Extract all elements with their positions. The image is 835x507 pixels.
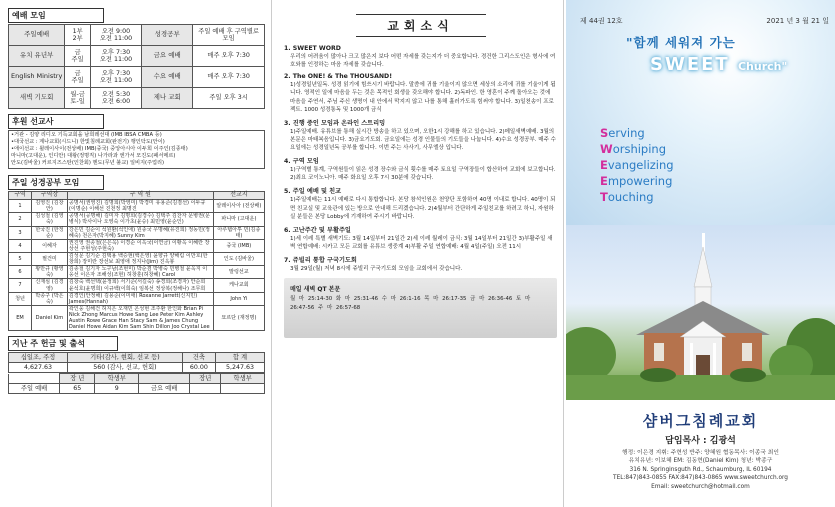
table-row: [9, 200, 265, 213]
news-item-heading: 7. 쥬빌리 통합 구국기도회: [284, 257, 357, 264]
pastor-line: 담임목사 : 김광석: [665, 436, 736, 446]
worship-time-2: 매주 오후 7:30: [193, 67, 265, 88]
session-1: 금: [74, 48, 81, 56]
acrostic-rest: mpowering: [607, 174, 673, 188]
news-item-heading: 3. 진행 중인 모임과 온라인 스트리밍: [284, 119, 386, 127]
news-item-heading: 6. 고난주간 및 부활주일: [284, 226, 351, 234]
staff-line-1: 행정: 이은경 지휘: 주현성 반주: 양혜원 협동목사: 이종국 최인: [622, 450, 779, 456]
worship-name-2: 수요 예배: [142, 67, 193, 88]
table-row: [9, 292, 265, 305]
acrostic-word: [600, 176, 672, 188]
offering-header: 건축: [182, 353, 215, 363]
news-title: 교회소식: [356, 14, 486, 37]
cell-mission: John Yi: [213, 292, 264, 305]
cell-leader: 김성철 (김영숙): [32, 213, 68, 226]
missionary-line: 안도(김바울) 커르지즈스탄(인찬회) 헨도(무년 불교) 일비지(주업리): [11, 160, 165, 167]
session-2: 토-일: [70, 98, 85, 105]
att-header-student: 학생부: [95, 374, 139, 384]
church-name: 샴버그침례교회: [642, 412, 759, 430]
qt-readings: 월 마 25:14-30 화 마 25:31-46 수 마 26:1-16 목 마 26:17-35 금 마 26:36-46 토 마 26:47-56 주 마 26:57-68: [290, 296, 531, 311]
time-1: 오전 5:30: [101, 90, 131, 98]
church-email[interactable]: Email: sweetchurch@hotmail.com: [651, 483, 750, 490]
cell-leader: Daniel Kim: [32, 305, 68, 330]
offering-value: 560 (감사, 선교, 헌회): [68, 363, 183, 373]
table-row: [9, 252, 265, 265]
news-column: [274, 0, 564, 507]
church-word: Church": [737, 60, 788, 73]
church-address: 316 N. Springinsguth Rd., Schaumburg, IL 60194: [629, 466, 772, 473]
missionaries-section-title: 후원 선교사: [8, 114, 104, 129]
att-value-student-2: [221, 384, 265, 394]
table-row: [9, 226, 265, 239]
worship-session: [65, 25, 91, 46]
att-label-sunday: 주일 예배: [9, 384, 60, 394]
cell-mission: 파니마 (고대운): [213, 213, 264, 226]
worship-time: [90, 46, 141, 67]
cell-mission: 묘르단 (재정명): [213, 305, 264, 330]
cell-members: 김성문 김기순 김택용 백승현(백은영) 윤향규 양해림 이만호(한창희) 장미란 장선보 최영애 정지나(Jim) 진옥봉: [67, 252, 213, 265]
worship-row: [9, 46, 265, 67]
offering-header: 기타(감사, 현회, 선교 등): [68, 353, 183, 363]
worship-name-2: 제나 교회: [142, 88, 193, 109]
acrostic-word: [600, 192, 654, 204]
cell-number: 4: [9, 239, 32, 252]
acrostic-letter: E: [600, 174, 608, 188]
news-item-body: 3월 29일(월) 저녁 8시에 쥬빌리 구국기도회 모임을 교회에서 갖습니다.: [290, 266, 463, 272]
staff-line-2: 유치유년: 이보혜 EM: 김동현(Daniel Kim) 청년: 박종구: [628, 458, 773, 465]
cell-mission: 중국 (IMB): [213, 239, 264, 252]
offering-header: 십일조, 주정: [9, 353, 68, 363]
offering-value: 5,247.63: [215, 363, 264, 373]
worship-section-title: 예배 모임: [8, 8, 104, 23]
news-item-body: 우리의 어려움이 많아나 크고 많은지 보다 어떤 자세를 갖는지가 더 중요합니다. 경건한 그리스도인은 형사에 여호와를 인정하는 마음 자세를 갖습니다.: [290, 54, 556, 69]
worship-name: 유치 유년부: [9, 46, 65, 67]
cell-number: 7: [9, 279, 32, 292]
cell-leader: 한국진 (한정순): [32, 226, 68, 239]
cover-column: [566, 0, 835, 507]
issue-date: 2021 년 3 월 21 일: [766, 17, 829, 25]
cell-mission: 말렁선교: [213, 266, 264, 279]
att-header-student-2: 학생부: [221, 374, 265, 384]
table-row: [9, 213, 265, 226]
news-item-heading: 1. SWEET WORD: [284, 45, 341, 52]
acrostic-word: [600, 128, 645, 140]
session-1: 1부: [72, 27, 83, 35]
cell-members: 김종철 김기자 노구남(조현미) 박순겸 박병숙 민병철 윤옥지 이옹선 이은자 조해성(조현) 허창훈(허창혜) Carol: [67, 266, 213, 279]
cell-members: 공명서(권영진) 김명희(박영미) 박경미 유용준(김겸선) 이두규(이명순) 이해선 진천정 최명진: [67, 200, 213, 213]
qt-box: [284, 278, 557, 338]
cell-number: 6: [9, 266, 32, 279]
table-row: [9, 266, 265, 279]
acrostic-letter: S: [600, 126, 609, 140]
church-photo: [566, 225, 835, 400]
acrostic-letter: W: [600, 142, 613, 156]
att-header-adult: 장 년: [60, 374, 95, 384]
cell-members: 공명서(공명해) 김미자 김명희(김경수) 김택주 김찬자 문병권(문병식) 박사이나 오영숙 이가초(윤승) 최민영(윤순인): [67, 213, 213, 226]
time-2: 오전 11:00: [99, 56, 133, 63]
cell-mission: 아루템아투 민(김종태): [213, 226, 264, 239]
worship-session: [65, 46, 91, 67]
acrostic-rest: ouching: [607, 190, 654, 204]
missionaries-list: [8, 130, 265, 169]
offering-table: [8, 352, 265, 373]
cell-number: EM: [9, 305, 32, 330]
cell-number: 5: [9, 252, 32, 265]
news-item-body: 1)주일예배는 11시 예배로 다시 통합합니다. 본당 참석인원은 천양단 포함하여 40명 이내로 합니다. 40명이 되면 친교실 및 교육관에 있는 방으로 안내해 드리겠습니다. 2)4월부터 간단하게 주일친교를 하려고 하니, 자원하실 분들은 본당 Lobby에 기재하여 주시기 바랍니다.: [290, 197, 556, 220]
time-1: 오전 9:00: [101, 27, 131, 35]
missionary-line: 마니마(고대운), 인디안) 대왕(정명직) 나가라과 엔가서 모진도(패서메르): [11, 153, 176, 160]
att-value-adult: 65: [60, 384, 95, 394]
session-1: 월-금: [70, 90, 85, 98]
time-2: 오전 11:00: [99, 35, 133, 42]
att-value-student: 9: [95, 384, 139, 394]
cell-leader: 이혜자: [32, 239, 68, 252]
news-item-body: 1)세 이레 특별 새벽기도: 3월 14일부터 21일간 2)세 이레 월레이 금식: 3월 14일부터 21일간 3)부활주일 새벽 연합예배: 시카고 모든 교회를 유튜브 생중계 4)부활 주일 연합예배: 4월 4일(주일) 오전 11시: [290, 235, 553, 250]
worship-row: [9, 25, 265, 46]
table-row: [9, 239, 265, 252]
church-contact[interactable]: TEL:847)843-0855 FAX:847)843-0865 www.sweetchurch.org: [613, 475, 788, 482]
cell-leader: 필건미: [32, 252, 68, 265]
worship-time: [90, 67, 141, 88]
news-item-heading: 2. The ONE! & The THOUSAND!: [284, 73, 393, 81]
worship-row: [9, 88, 265, 109]
att-label-friday: 금요 예배: [139, 384, 190, 394]
acrostic-rest: orshiping: [612, 142, 667, 156]
worship-table: [8, 24, 265, 109]
cell-members: 권진영 권종철(은은옥) 이경순 이옥국(이연금) 이황옥 이혜란 장상선 주현성(주현숙): [67, 239, 213, 252]
cell-leader: 신재심 (김경영): [32, 279, 68, 292]
church-building-illustration: [566, 225, 835, 400]
cell-leader: 박종구 (박은숙): [32, 292, 68, 305]
cell-number: 3: [9, 226, 32, 239]
acrostic-word: [600, 160, 674, 172]
cell-mission: 인도 (김바울): [213, 252, 264, 265]
worship-time-2: 주일 예배 후 구역별로 모임: [193, 25, 265, 46]
worship-name: 새벽 기도회: [9, 88, 65, 109]
slogan: "함께 세워져 가는: [626, 35, 736, 50]
offering-section-title: 지난 주 헌금 및 출석: [8, 336, 118, 351]
offering-value: 4,627.63: [9, 363, 68, 373]
missionary-line: •애이선교 : 윌레이사이(전상배) IMB(중국) 중앙아시아 이두희 이주인(김종태): [11, 146, 188, 153]
cell-number: 1: [9, 200, 32, 213]
att-value-adult-2: [190, 384, 221, 394]
left-column: [0, 0, 272, 507]
cell-number: 2: [9, 213, 32, 226]
offering-value: 60.00: [182, 363, 215, 373]
missionary-line: •거관 - 김양 리디오 기득교회을 남희레선대 (IMB IBSA CMBA 등): [11, 132, 162, 138]
worship-time: [90, 25, 141, 46]
worship-time-2: 매주 오후 7:30: [193, 46, 265, 67]
cell-mission: 알레이사아 (전상배): [213, 200, 264, 213]
acrostic-rest: vangelizing: [607, 158, 674, 172]
cell-members: 곽인웅 김해건 허지은 오재민 온성현 조주환 한인화 Brian Pi Nick Zhong Marcus Howe Sang Lee Peter Kim Ashley Austin Rowe Grace Han Stacy Sam & James Chung Daniel Howe Aidan Kim Sam Shin Dillon Joo Crystal Lee: [67, 305, 213, 330]
qt-title: 매일 새벽 QT 본문: [290, 286, 341, 294]
missionary-line: •대국선교 : 계나교회(시드니) 한빛침례교회(완전기) 행인닥도(안이): [11, 139, 165, 146]
cell-mission: 케나교회: [213, 279, 264, 292]
issue-number: 제 44권 12호: [580, 17, 623, 25]
church-footer: [566, 410, 835, 491]
time-2: 오전 6:00: [101, 98, 131, 105]
session-2: 주일: [71, 77, 84, 84]
table-row: [9, 279, 265, 292]
cell-header: 구 역 원: [67, 192, 213, 200]
sweet-word: SWEET: [650, 54, 730, 75]
worship-name-2: 금요 예배: [142, 46, 193, 67]
attendance-table: [8, 373, 265, 394]
cell-leader: 황만규 (황영숙): [32, 266, 68, 279]
worship-name: 주일예배: [9, 25, 65, 46]
time-1: 오후 7:30: [101, 69, 131, 77]
worship-name: English Ministry: [9, 67, 65, 88]
session-2: 주일: [71, 56, 84, 63]
cell-header: 선교지: [213, 192, 264, 200]
session-1: 금: [74, 69, 81, 77]
cell-header: 구역: [9, 192, 32, 200]
sweet-church-wordmark: [650, 54, 787, 75]
news-item-body: 1)성경일년일독. 성경 읽기에 힘쓰시기 바랍니다. 말씀에 귀를 기울이지 않으면 세상의 소리에 귀를 기울이게 됩니다. 영적인 일에 마음을 두는 것은 목적인 회생을 갖오해야 합니다. 2)독파인. 한 영혼이 주께 돌아오는 것에 마음을 주연서, 주님 주신 생명이 내 안에서 막지지 않고 나를 통해 흘러가도록 힘써야 합니다. 3)일천송이 프로젝트. 1000 성경통독 및 1000개 금식: [290, 82, 556, 113]
att-header-adult-2: 장년: [190, 374, 221, 384]
worship-name-2: 성경공부: [142, 25, 193, 46]
table-row: [9, 305, 265, 330]
cell-header: 구역장: [32, 192, 68, 200]
worship-session: [65, 88, 91, 109]
worship-time-2: 주일 오후 3시: [193, 88, 265, 109]
cell-members: 강은민 김순이 석원환(석인애) 원종국 우명혜(유진희) 정동민(정혜숙) 천은자(박지혜) Sunny Kim: [67, 226, 213, 239]
acrostic-letter: E: [600, 158, 608, 172]
acrostic-word: [600, 144, 666, 156]
cell-group-table: [8, 191, 265, 331]
worship-row: [9, 67, 265, 88]
time-1: 오후 7:30: [101, 48, 131, 56]
acrostic-rest: erving: [608, 126, 645, 140]
news-item-body: 1)주일예배. 유튜브를 통해 실시간 방송을 하고 있으며, 오한1시 강해를 하고 있습니다. 2)메일새벽예배. 3월의 본문은 마태복음입니다. 3)금요기도회. 금요일에는 성경 인물들의 기도들을 나눕니다. 4)수요 성경공부. 매주 수요일에는 성경일년독 공부를 합니다. 이번 주는 사사기, 사무엘상 입니다.: [290, 128, 556, 151]
cell-members: 김창숙 백선택(윤정희) 서기준(서길숙) 송경희(조경자) 안순희 윤석호(윤명희) 이규백(이희숙) 임복선 정상복(정해나) 조무희: [67, 279, 213, 292]
cells-section-title: 주일 성경공부 모임: [8, 175, 104, 190]
session-2: 2부: [72, 35, 83, 42]
news-item-heading: 5. 주일 예배 및 친교: [284, 188, 342, 196]
issue-line: [580, 16, 829, 26]
cell-number: 청년: [9, 292, 32, 305]
worship-session: [65, 67, 91, 88]
acrostic-letter: T: [600, 190, 608, 204]
worship-time: [90, 88, 141, 109]
offering-header: 합 계: [215, 353, 264, 363]
cell-members: 김경인(안정해) 김용준(이미애) Roxanne Jarrett(신지민) James(Hannah): [67, 292, 213, 305]
news-list: [284, 45, 557, 273]
time-2: 오전 11:00: [99, 77, 133, 84]
cell-leader: 김영진 (김창안): [32, 200, 68, 213]
news-item-body: 1)구역별 통계, 구역원들이 읽은 성경 장수와 금식 횟수를 매주 토요일 구역장들이 합산하여 교회에 보고합니다. 2)최요 코이노니아. 매주 화요일 오후 7시 30분에 갖습니다.: [290, 167, 556, 182]
news-item-heading: 4. 구역 모임: [284, 158, 319, 166]
